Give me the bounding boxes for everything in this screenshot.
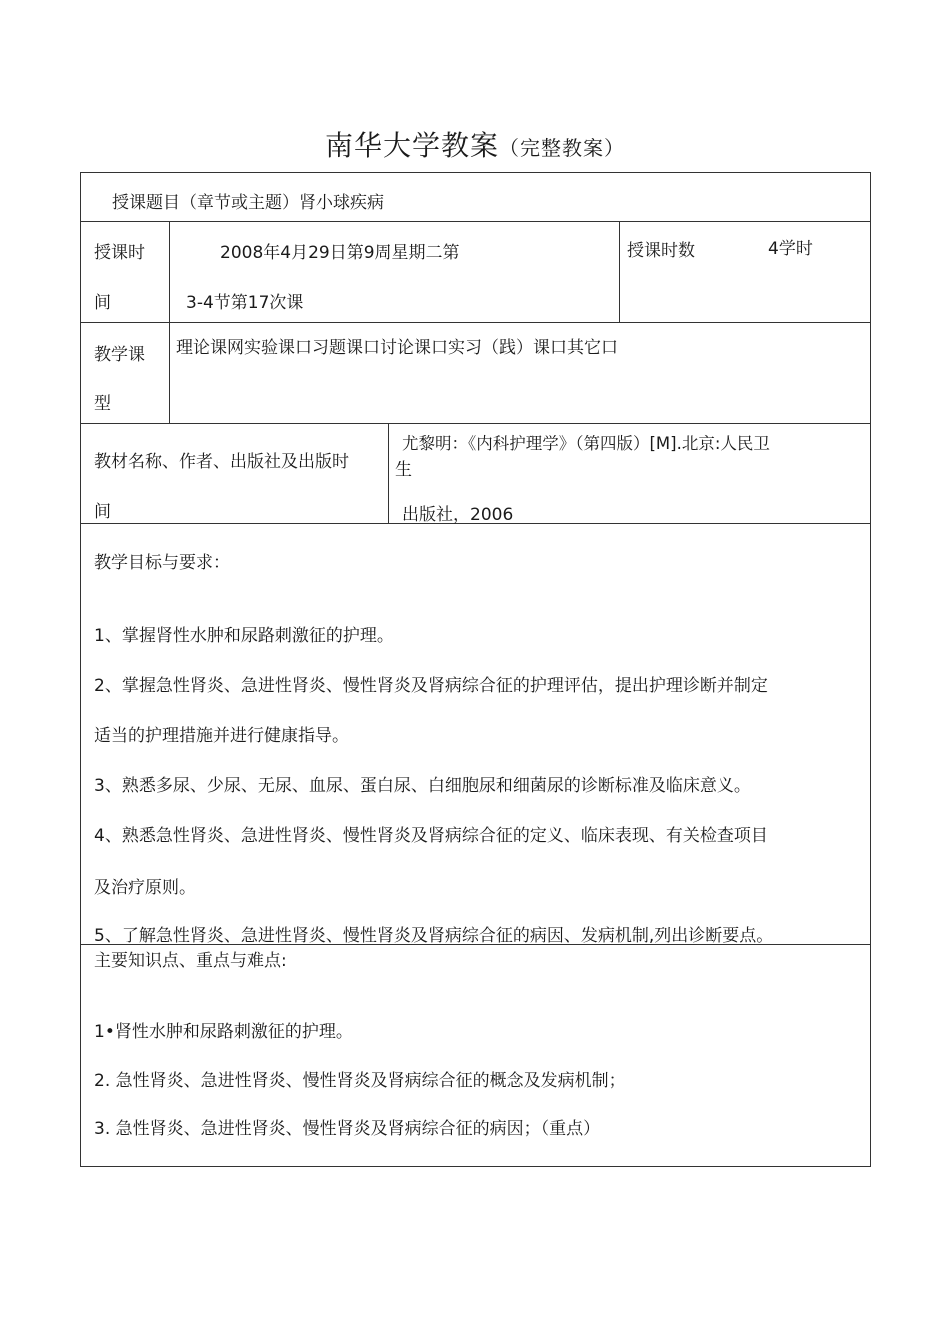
time-value-cont: 3-4节第17次课 [186,293,304,313]
title-subtitle: （完整教案） [499,136,625,160]
row-divider [80,1166,870,1167]
objective-item: 5、了解急性肾炎、急进性肾炎、慢性肾炎及肾病综合征的病因、发病机制,列出诊断要点。 [94,926,774,946]
objectives-heading: 教学目标与要求： [94,553,230,573]
objective-item: 4、熟悉急性肾炎、急进性肾炎、慢性肾炎及肾病综合征的定义、临床表现、有关检查项目 [94,826,768,846]
col-divider [388,423,389,523]
time-value: 2008年4月29日第9周星期二第 [220,243,460,263]
topic-cell [112,188,384,213]
objective-item: 及治疗原则。 [94,878,196,898]
topic-label: 授课题目（章节或主题） [112,193,299,213]
objective-item: 2、掌握急性肾炎、急进性肾炎、慢性肾炎及肾病综合征的护理评估，提出护理诊断并制定 [94,676,768,696]
row-divider [80,322,870,323]
row-divider [80,172,870,173]
textbook-value-end: 出版社，2006 [402,505,514,525]
textbook-value: 尤黎明：《内科护理学》（第四版）[M].北京:人民卫 [402,434,770,453]
row-divider [80,221,870,222]
objective-item: 1、掌握肾性水肿和尿路刺激征的护理。 [94,626,394,646]
key-point-item: 3. 急性肾炎、急进性肾炎、慢性肾炎及肾病综合征的病因；（重点） [94,1119,601,1139]
page-title [0,124,950,164]
textbook-label: 教材名称、作者、出版社及出版时 [94,452,349,472]
textbook-value-cont: 生 [395,460,412,480]
key-point-item: 2. 急性肾炎、急进性肾炎、慢性肾炎及肾病综合征的概念及发病机制； [94,1071,626,1091]
time-label: 授课时 [94,243,145,263]
key-point-item: 1•肾性水肿和尿路刺激征的护理。 [94,1022,353,1042]
key-points-heading: 主要知识点、重点与难点: [94,951,287,971]
course-type-options: 理论课网实验课口习题课口讨论课口实习（践）课口其它口 [176,338,618,358]
time-label-cont: 间 [94,293,111,313]
hours-label: 授课时数 [627,241,695,261]
col-divider [169,221,170,423]
objective-item: 3、熟悉多尿、少尿、无尿、血尿、蛋白尿、白细胞尿和细菌尿的诊断标准及临床意义。 [94,776,751,796]
topic-value: 肾小球疾病 [299,193,384,213]
objective-item: 适当的护理措施并进行健康指导。 [94,726,349,746]
course-type-label-cont: 型 [94,394,111,414]
course-type-label: 教学课 [94,345,145,365]
textbook-label-cont: 间 [94,502,111,522]
hours-value: 4学时 [768,239,813,259]
row-divider [80,423,870,424]
title-main: 南华大学教案 [324,129,499,162]
col-divider [619,221,620,322]
